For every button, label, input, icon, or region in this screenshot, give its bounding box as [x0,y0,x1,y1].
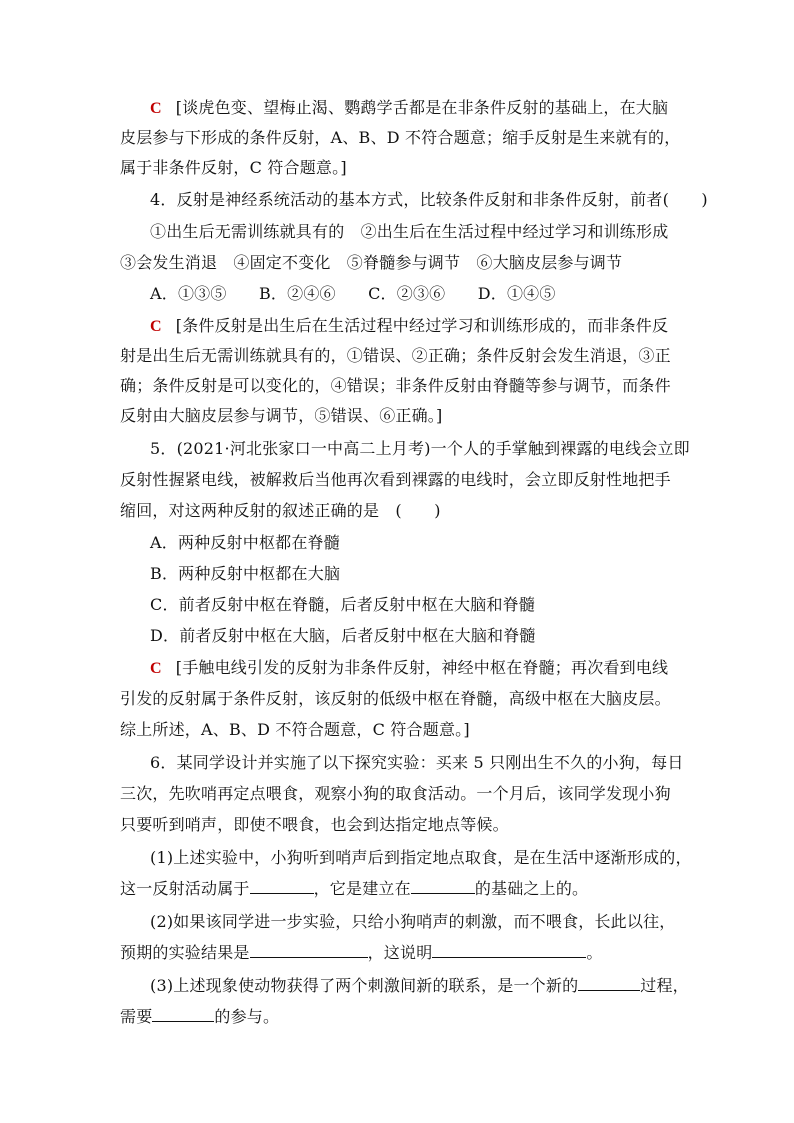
explanation-text: [谈虎色变、望梅止渴、鹦鹉学舌都是在非条件反射的基础上，在大脑 [175,98,669,117]
q5-answer-line2: 引发的反射属于条件反射，该反射的低级中枢在脊髓，高级中枢在大脑皮层。 [120,689,671,708]
answer-letter: C [150,318,162,335]
q6-part3-line1 [150,976,689,996]
q5-option-b: B．两种反射中枢都在大脑 [150,564,341,583]
q4-items-line1: ①出生后无需训练就具有的 ②出生后在生活过程中经过学习和训练形成 [150,222,669,241]
q5-stem-line2: 反射性握紧电线，被解救后当他再次看到裸露的电线时，会立即反射性地把手 [120,470,671,489]
q4-answer-line1 [150,316,668,337]
q6-part1-line1: (1)上述实验中，小狗听到哨声后到指定地点取食，是在生活中逐渐形成的， [150,848,692,867]
q5-option-a: A．两种反射中枢都在脊髓 [150,533,340,552]
answer-letter: C [150,660,162,677]
q4-answer-line3: 确；条件反射是可以变化的，④错误；非条件反射由脊髓等参与调节，而条件 [120,376,671,395]
text-segment: ，这说明 [367,943,433,962]
q4-items-line2: ③会发生消退 ④固定不变化 ⑤脊髓参与调节 ⑥大脑皮层参与调节 [120,253,623,272]
answer-blank[interactable] [578,976,640,991]
explanation-text: [条件反射是出生后在生活过程中经过学习和训练形成的，而非条件反 [175,316,669,335]
q5-option-c: C．前者反射中枢在脊髓，后者反射中枢在大脑和脊髓 [150,595,536,614]
q5-option-d: D．前者反射中枢在大脑，后者反射中枢在大脑和脊髓 [150,626,536,645]
q5-answer-line3: 综上所述，A、B、D 不符合题意，C 符合题意。] [120,720,470,739]
answer-blank[interactable] [432,943,586,958]
q6-part3-line2 [120,1007,279,1027]
q4-answer-line4: 反射由大脑皮层参与调节，⑤错误、⑥正确。] [120,406,443,425]
text-segment: 预期的实验结果是 [120,943,250,962]
text-segment: 需要 [120,1007,153,1026]
answer-blank[interactable] [152,1007,214,1022]
q3-answer-line3: 属于非条件反射，C 符合题意。] [120,158,347,177]
answer-letter: C [150,100,162,117]
q6-part2-line2 [120,943,603,963]
q4-stem: 4．反射是神经系统活动的基本方式，比较条件反射和非条件反射，前者( ) [150,190,708,209]
q4-answer-line2: 射是出生后无需训练就具有的，①错误、②正确；条件反射会发生消退，③正 [120,346,671,365]
text-segment: ，它是建立在 [313,879,411,898]
text-segment: 的基础之上的。 [474,879,589,898]
text-segment: 这一反射活动属于 [120,879,250,898]
q3-answer-line1 [150,98,668,119]
text-segment: 过程， [640,976,689,995]
answer-blank[interactable] [250,943,368,958]
q6-stem-line2: 三次，先吹哨再定点喂食，观察小狗的取食活动。一个月后，该同学发现小狗 [120,784,671,803]
explanation-text: [手触电线引发的反射为非条件反射，神经中枢在脊髓；再次看到电线 [175,658,669,677]
q3-answer-line2: 皮层参与下形成的条件反射，A、B、D 不符合题意；缩手反射是生来就有的， [120,128,681,147]
text-segment: 的参与。 [214,1007,280,1026]
answer-blank[interactable] [250,879,314,894]
q6-stem-line1: 6．某同学设计并实施了以下探究实验：买来 5 只刚出生不久的小狗，每日 [150,753,684,772]
q6-part1-line2 [120,879,588,899]
text-segment: (3)上述现象使动物获得了两个刺激间新的联系，是一个新的 [150,976,579,995]
q6-stem-line3: 只要听到哨声，即使不喂食，也会到达指定地点等候。 [120,815,509,834]
q5-answer-line1 [150,658,668,679]
answer-blank[interactable] [411,879,475,894]
text-segment: 。 [586,943,603,962]
q6-part2-line1: (2)如果该同学进一步实验，只给小狗哨声的刺激，而不喂食，长此以往， [150,912,676,931]
q4-options: A．①③⑤ B．②④⑥ C．②③⑥ D．①④⑤ [150,284,556,303]
q5-stem-line1: 5．(2021·河北张家口一中高二上月考)一个人的手掌触到裸露的电线会立即 [150,439,690,458]
q5-stem-line3: 缩回，对这两种反射的叙述正确的是 ( ) [120,501,441,520]
